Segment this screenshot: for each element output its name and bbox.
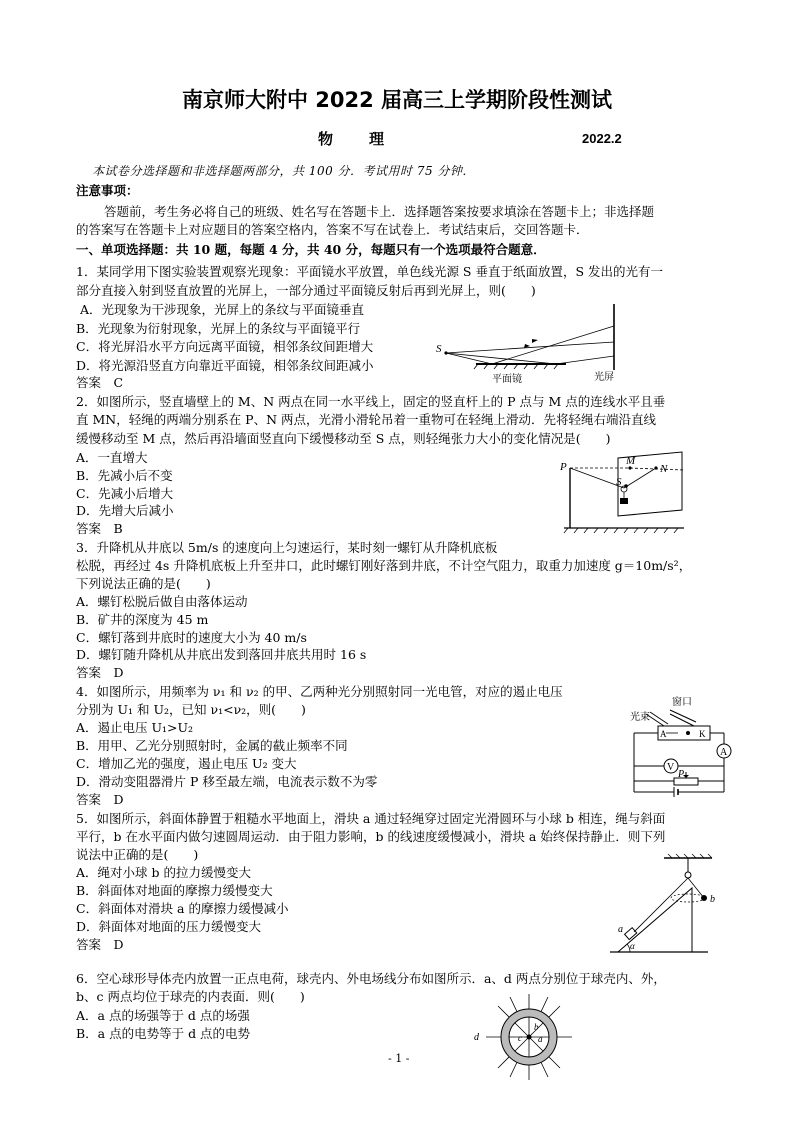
q1-option-a: A．光现象为干涉现象，光屏上的条纹与平面镜垂直 bbox=[80, 302, 365, 317]
q3-stem-line3: 下列说法正确的是( ) bbox=[76, 576, 211, 591]
notice-heading: 注意事项： bbox=[76, 183, 139, 198]
q2-fig-n: N bbox=[660, 463, 668, 475]
q2-stem-line1: 2．如图所示，竖直墙壁上的 M、N 两点在同一水平线上，固定的竖直杆上的 P 点与 M 点的连线水平且垂 bbox=[76, 394, 666, 409]
q2-stem-line3: 缓慢移动至 M 点，然后再沿墙面竖直向下缓慢移动至 S 点，则轻绳张力大小的变化情况是( ) bbox=[76, 431, 611, 446]
q2-fig-p: P bbox=[560, 461, 567, 473]
q5-incline-figure bbox=[608, 852, 728, 958]
q5-fig-alpha: α bbox=[630, 941, 635, 951]
q4-answer: 答案 D bbox=[76, 792, 124, 807]
q3-answer: 答案 D bbox=[76, 665, 124, 680]
q5-option-c: C．斜面体对滑块 a 的摩擦力缓慢减小 bbox=[76, 901, 289, 916]
q1-option-c: C．将光屏沿水平方向远离平面镜，相邻条纹间距增大 bbox=[76, 339, 374, 354]
q4-phototube-circuit bbox=[608, 692, 738, 804]
q5-option-d: D．斜面体对地面的压力缓慢变大 bbox=[76, 919, 262, 934]
q4-stem-line2: 分别为 U₁ 和 U₂，已知 ν₁<ν₂，则( ) bbox=[76, 702, 306, 717]
q5-stem-line1: 5．如图所示，斜面体静置于粗糙水平地面上，滑块 a 通过轻绳穿过固定光滑圆环与小球 b 相连，绳与斜面 bbox=[76, 811, 666, 826]
q4-option-c: C．增加乙光的强度，遏止电压 U₂ 变大 bbox=[76, 756, 297, 771]
exam-date: 2022.2 bbox=[582, 131, 622, 146]
q6-fig-c: c bbox=[518, 1033, 522, 1043]
q2-option-d: D．先增大后减小 bbox=[76, 503, 174, 518]
q4-option-a: A．遏止电压 U₁>U₂ bbox=[76, 720, 194, 735]
q6-stem-line1: 6．空心球形导体壳内放置一正点电荷，球壳内、外电场线分布如图所示．a、d 两点分别位于球壳内、外， bbox=[76, 971, 666, 986]
q5-answer: 答案 D bbox=[76, 937, 124, 952]
q3-stem-line1: 3．升降机从井底以 5m/s 的速度向上匀速运行，某时刻一螺钉从升降机底板 bbox=[76, 540, 498, 555]
q5-fig-a: a bbox=[618, 924, 623, 935]
q5-option-b: B．斜面体对地面的摩擦力缓慢变大 bbox=[76, 883, 273, 898]
q4-fig-window: 窗口 bbox=[672, 697, 692, 708]
exam-note: 本试卷分选择题和非选择题两部分，共 100 分．考试用时 75 分钟． bbox=[92, 164, 475, 178]
q4-fig-p: P bbox=[678, 769, 685, 780]
page-number: - 1 - bbox=[388, 1052, 410, 1065]
q4-fig-label-a: A bbox=[660, 729, 667, 739]
q5-option-a: A．绳对小球 b 的拉力缓慢变大 bbox=[76, 865, 251, 880]
q1-fig-label-mirror: 平面镜 bbox=[492, 374, 522, 384]
q4-fig-ammeter: A bbox=[720, 747, 728, 758]
q1-stem-line2: 部分直接入射到竖直放置的光屏上，一部分通过平面镜反射后再到光屏上，则( ) bbox=[76, 283, 536, 298]
q3-stem-line2: 松脱，再经过 4s 升降机底板上升至井口，此时螺钉刚好落到井底，不计空气阻力，取重力加速度 g＝10m/s²， bbox=[76, 558, 692, 573]
q6-shell-field-figure bbox=[466, 992, 592, 1082]
q2-rope-figure bbox=[556, 448, 696, 534]
q1-fig-label-s: S bbox=[436, 343, 442, 355]
q2-answer: 答案 B bbox=[76, 521, 123, 536]
q4-fig-beam: 光束 bbox=[630, 712, 650, 723]
section1-heading: 一、单项选择题：共 10 题，每题 4 分，共 40 分，每题只有一个选项最符合题意． bbox=[76, 242, 546, 257]
q2-fig-m: M bbox=[626, 455, 636, 467]
q1-stem-line1: 1．某同学用下图实验装置观察光现象：平面镜水平放置，单色线光源 S 垂直于纸面放置，S 发出的光有一 bbox=[76, 264, 664, 279]
q4-option-d: D．滑动变阻器滑片 P 移至最左端，电流表示数不为零 bbox=[76, 774, 378, 789]
q6-fig-a: a bbox=[538, 1034, 543, 1044]
q6-fig-d: d bbox=[474, 1032, 479, 1043]
q4-option-b: B．用甲、乙光分别照射时，金属的截止频率不同 bbox=[76, 738, 348, 753]
q3-option-a: A．螺钉松脱后做自由落体运动 bbox=[76, 594, 248, 609]
q6-option-b: B．a 点的电势等于 d 点的电势 bbox=[76, 1026, 251, 1041]
q4-fig-voltmeter: V bbox=[667, 762, 675, 773]
q5-fig-b: b bbox=[710, 894, 715, 905]
q3-option-c: C．螺钉落到井底时的速度大小为 40 m/s bbox=[76, 630, 307, 645]
q6-option-a: A．a 点的场强等于 d 点的场强 bbox=[76, 1008, 250, 1023]
q1-option-b: B．光现象为衍射现象，光屏上的条纹与平面镜平行 bbox=[76, 321, 361, 336]
q1-option-d: D．将光源沿竖直方向靠近平面镜，相邻条纹间距减小 bbox=[76, 358, 374, 373]
subject-label: 物理 bbox=[318, 130, 421, 148]
q4-fig-label-k: K bbox=[699, 729, 706, 739]
q2-option-c: C．先减小后增大 bbox=[76, 486, 174, 501]
q1-fig-label-screen: 光屏 bbox=[594, 372, 614, 383]
q2-fig-s: S bbox=[616, 476, 622, 488]
exam-title: 南京师大附中 2022 届高三上学期阶段性测试 bbox=[181, 88, 613, 112]
notice-line2: 的答案写在答题卡上对应题目的答案空格内，答案不写在试卷上．考试结束后，交回答题卡． bbox=[76, 222, 589, 237]
q2-stem-line2: 直 MN，轻绳的两端分别系在 P、N 两点，光滑小滑轮吊着一重物可在轻绳上滑动．先将轻绳右端沿直线 bbox=[76, 412, 657, 427]
q5-stem-line2: 平行，b 在水平面内做匀速圆周运动．由于阻力影响，b 的线速度缓慢减小，滑块 a 始终保持静止．则下列 bbox=[76, 829, 666, 844]
q1-answer: 答案 C bbox=[76, 375, 124, 390]
q2-option-b: B．先减小后不变 bbox=[76, 468, 173, 483]
q2-option-a: A．一直增大 bbox=[76, 450, 148, 465]
q1-mirror-figure bbox=[430, 298, 630, 384]
notice-line1: 答题前，考生务必将自己的班级、姓名写在答题卡上．选择题答案按要求填涂在答题卡上；非选择题 bbox=[104, 204, 655, 219]
q3-option-b: B．矿井的深度为 45 m bbox=[76, 612, 209, 627]
q6-stem-line2: b、c 两点均位于球壳的内表面．则( ) bbox=[76, 989, 305, 1004]
q4-stem-line1: 4．如图所示，用频率为 ν₁ 和 ν₂ 的甲、乙两种光分别照射同一光电管，对应的遏止电压 bbox=[76, 684, 563, 699]
q6-fig-b: b bbox=[534, 1022, 539, 1032]
q5-stem-line3: 说法中正确的是( ) bbox=[76, 847, 199, 862]
q3-option-d: D．螺钉随升降机从井底出发到落回井底共用时 16 s bbox=[76, 647, 367, 662]
